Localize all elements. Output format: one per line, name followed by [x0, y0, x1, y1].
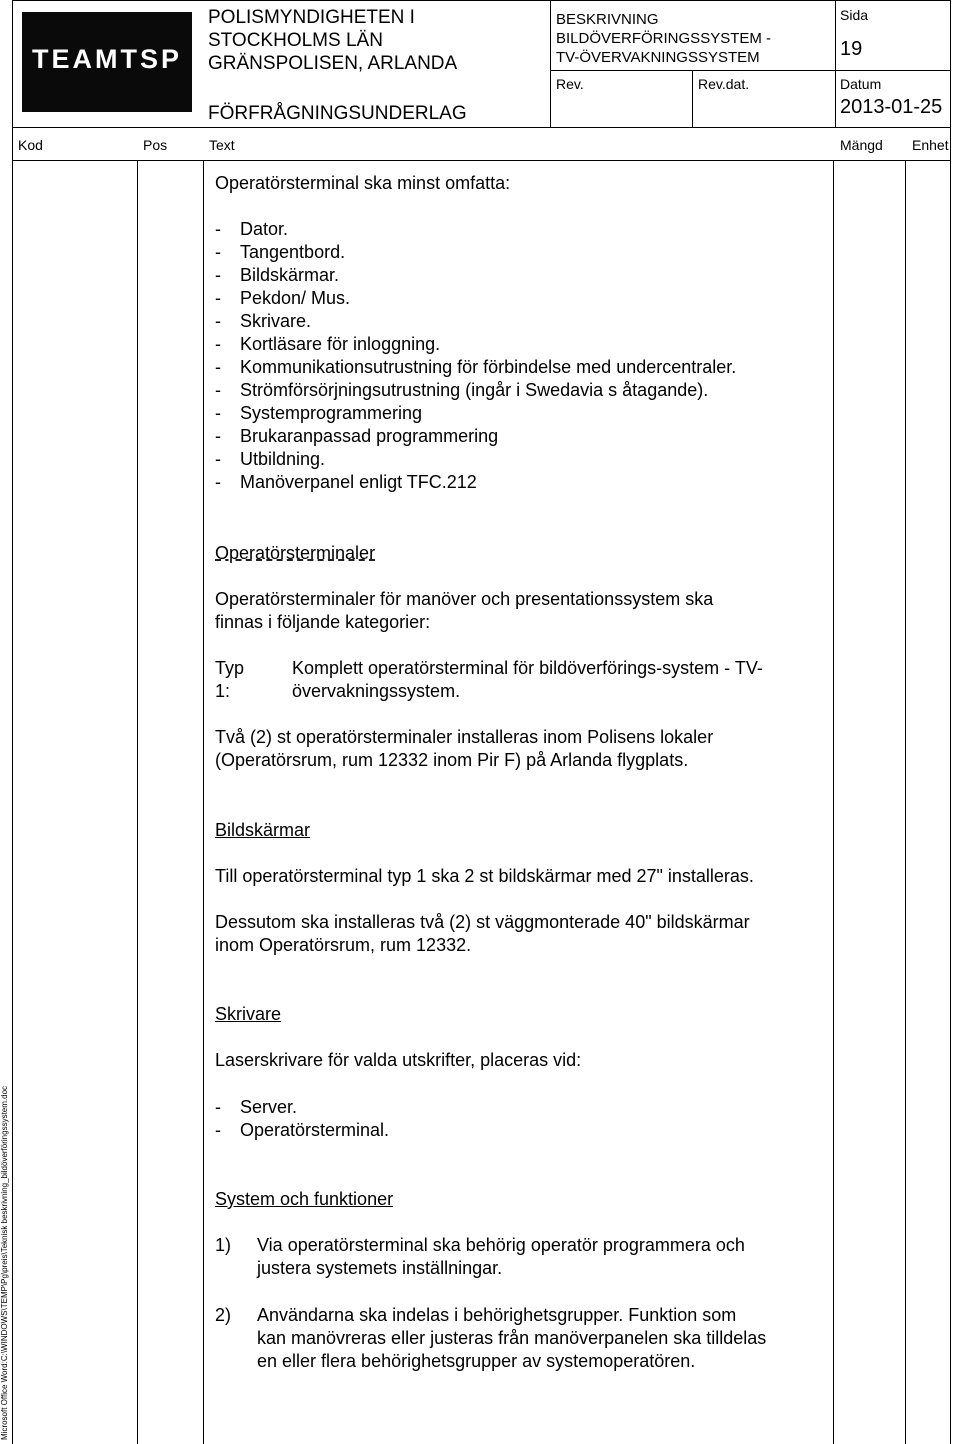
list-item: - Operatörsterminal. — [215, 1120, 390, 1140]
system-item-line: justera systemets inställningar. — [257, 1258, 503, 1278]
section-heading-screens: Bildskärmar — [215, 820, 311, 840]
rev-label: Rev. — [556, 76, 584, 92]
two-terminals-paragraph — [215, 726, 713, 772]
section-heading-system: System och funktioner — [215, 1189, 394, 1209]
system-item-2-number: 2) — [215, 1305, 232, 1325]
system-item-1-number: 1) — [215, 1235, 232, 1255]
ops-paragraph — [215, 588, 713, 634]
list-item: - Brukaranpassad programmering — [215, 426, 499, 446]
header-divider-desc — [550, 0, 551, 127]
list-item: - Bildskärmar. — [215, 265, 340, 285]
org-line-3: GRÄNSPOLISEN, ARLANDA — [208, 53, 458, 74]
col-divider-enhet — [905, 160, 906, 1444]
paragraph-line: Dessutom ska installeras två (2) st väggmonterade 40" bildskärmar — [215, 912, 750, 932]
org-line-2: STOCKHOLMS LÄN — [208, 30, 383, 51]
system-item-line: en eller flera behörighetsgrupper av systemoperatören. — [257, 1351, 696, 1371]
screens-paragraph: Till operatörsterminal typ 1 ska 2 st bildskärmar med 27" installeras. — [215, 866, 754, 886]
col-kod: Kod — [18, 137, 43, 153]
header-divider-page — [835, 0, 836, 127]
section-heading-operator-terminals: Operatörsterminaler — [215, 543, 376, 563]
ops-paragraph-line: finnas i följande kategorier: — [215, 612, 431, 632]
col-text: Text — [209, 137, 235, 153]
header-divider — [12, 127, 951, 128]
desc-line-2: BILDÖVERFÖRINGSSYSTEM - — [556, 30, 772, 47]
col-divider-pos — [137, 160, 138, 1444]
system-item-2 — [215, 1304, 835, 1373]
typ-1-entry — [215, 657, 835, 703]
file-path-note: Microsoft Office Word:C:\WINDOWS\TEMP\Pg\preis\Teknisk beskrivning_bildöverföringssystem.doc — [0, 1085, 9, 1440]
date-value: 2013-01-25 — [840, 96, 943, 118]
list-item: - Server. — [215, 1097, 298, 1117]
printer-list — [215, 1096, 389, 1142]
printer-paragraph: Laserskrivare för valda utskrifter, placeras vid: — [215, 1050, 582, 1070]
org-line-1: POLISMYNDIGHETEN I — [208, 7, 415, 28]
screens-paragraph-2 — [215, 911, 750, 957]
date-label: Datum — [840, 76, 882, 92]
typ-1-line: övervakningssystem. — [292, 681, 461, 701]
doc-description — [556, 10, 771, 67]
system-item-line: Användarna ska indelas i behörighetsgrupper. Funktion som — [257, 1305, 737, 1325]
list-item: - Manöverpanel enligt TFC.212 — [215, 472, 477, 492]
list-item: - Skrivare. — [215, 311, 312, 331]
typ-1-label: Typ 1: — [215, 658, 245, 701]
list-item: - Kommunikationsutrustning för förbindelse med undercentraler. — [215, 357, 737, 377]
list-item: - Utbildning. — [215, 449, 326, 469]
col-enhet: Enhet — [912, 137, 949, 153]
requirements-list — [215, 218, 736, 494]
doc-type: FÖRFRÅGNINGSUNDERLAG — [208, 103, 467, 124]
ops-paragraph-line: Operatörsterminaler för manöver och presentationssystem ska — [215, 589, 714, 609]
right-border — [950, 0, 951, 1444]
desc-line-1: BESKRIVNING — [556, 11, 659, 28]
list-item: - Kortläsare för inloggning. — [215, 334, 441, 354]
page-label: Sida — [840, 7, 869, 23]
col-mangd: Mängd — [840, 137, 883, 153]
system-item-line: Via operatörsterminal ska behörig operatör programmera och — [257, 1235, 745, 1255]
paragraph-line: inom Operatörsrum, rum 12332. — [215, 935, 472, 955]
company-logo-text: TEAMTSP — [31, 44, 182, 74]
col-pos: Pos — [143, 137, 168, 153]
top-border — [12, 0, 951, 1]
page-number: 19 — [840, 38, 863, 60]
system-item-line: kan manövreras eller justeras från manöverpanelen ska tilldelas — [257, 1328, 767, 1348]
org-name — [208, 6, 457, 75]
revdat-label: Rev.dat. — [698, 76, 750, 92]
list-item: - Systemprogrammering — [215, 403, 423, 423]
paragraph-line: Två (2) st operatörsterminaler installeras inom Polisens lokaler — [215, 727, 714, 747]
desc-line-3: TV-ÖVERVAKNINGSSYSTEM — [556, 49, 760, 66]
header-divider-rev — [550, 70, 951, 71]
system-item-1 — [215, 1234, 835, 1280]
list-item: - Pekdon/ Mus. — [215, 288, 351, 308]
list-item: - Strömförsörjningsutrustning (ingår i Swedavia s åtagande). — [215, 380, 709, 400]
col-divider-text — [203, 160, 204, 1444]
columns-divider — [12, 160, 951, 161]
left-border — [12, 0, 13, 1444]
intro-text: Operatörsterminal ska minst omfatta: — [215, 173, 511, 193]
typ-1-description — [215, 657, 835, 703]
list-item: - Dator. — [215, 219, 289, 239]
header-divider-revdat — [692, 70, 693, 127]
paragraph-line: (Operatörsrum, rum 12332 inom Pir F) på Arlanda flygplats. — [215, 750, 689, 770]
list-item: - Tangentbord. — [215, 242, 346, 262]
section-heading-printer: Skrivare — [215, 1004, 282, 1024]
typ-1-line: Komplett operatörsterminal för bildöverförings-system - TV- — [292, 658, 763, 678]
